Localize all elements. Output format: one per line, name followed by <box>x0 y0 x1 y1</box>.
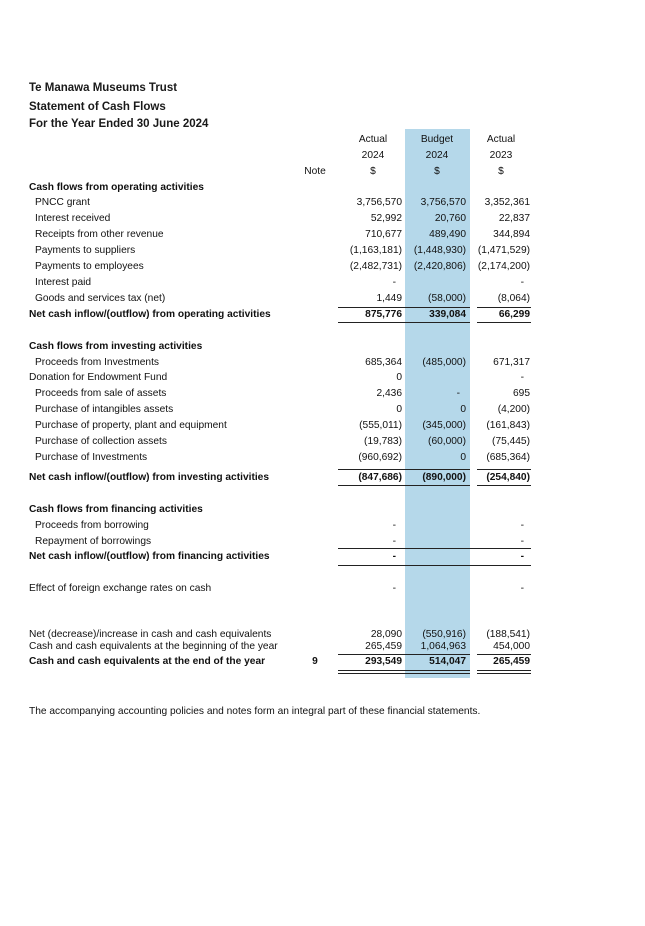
line-item-label: Proceeds from sale of assets <box>35 388 167 399</box>
line-item-label: Net (decrease)/increase in cash and cash equivalents <box>29 629 272 640</box>
actual-2023-value: (2,174,200) <box>477 261 530 272</box>
line-item-label: Payments to employees <box>35 261 144 272</box>
budget-2024-value: (2,420,806) <box>413 261 466 272</box>
actual-2023-value: (254,840) <box>486 472 530 483</box>
line-item-label: Goods and services tax (net) <box>35 293 166 304</box>
line-item-label: Interest received <box>35 213 111 224</box>
line-item-label: Receipts from other revenue <box>35 229 164 240</box>
budget-2024-value: (485,000) <box>422 357 466 368</box>
budget-2024-value: 339,084 <box>429 309 466 320</box>
rule-line <box>338 307 470 308</box>
budget-2024-value: (345,000) <box>422 420 466 431</box>
actual-2023-value: - <box>520 277 524 288</box>
actual-2024-value: 2,436 <box>376 388 402 399</box>
budget-2024-value: (60,000) <box>428 436 466 447</box>
rule-line <box>477 673 531 674</box>
rule-line <box>338 322 470 323</box>
actual-2023-value: (1,471,529) <box>477 245 530 256</box>
line-item-label: Proceeds from Investments <box>35 357 159 368</box>
budget-2024-value: 489,490 <box>429 229 466 240</box>
total-label: Cash and cash equivalents at the end of the year <box>29 656 266 667</box>
budget-2024-header-year: 2024 <box>425 150 449 161</box>
rule-line <box>338 673 470 674</box>
total-label: Net cash inflow/(outflow) from investing activities <box>29 472 269 483</box>
actual-2023-value: (161,843) <box>486 420 530 431</box>
actual-2023-value: 454,000 <box>493 641 530 652</box>
actual-2024-value: 265,459 <box>365 641 402 652</box>
footer-note: The accompanying accounting policies and notes form an integral part of these financial statements. <box>29 706 481 717</box>
budget-2024-value: (550,916) <box>422 629 466 640</box>
actual-2023-header-currency: $ <box>498 166 504 177</box>
line-item-label: Purchase of intangibles assets <box>35 404 174 415</box>
actual-2023-value: (4,200) <box>497 404 530 415</box>
line-item-label: Donation for Endowment Fund <box>29 372 168 383</box>
total-label: Net cash inflow/(outflow) from operating activities <box>29 309 271 320</box>
actual-2024-value: - <box>392 536 396 547</box>
actual-2023-value: - <box>520 536 524 547</box>
line-item-label: Purchase of collection assets <box>35 436 167 447</box>
organisation-name: Te Manawa Museums Trust <box>29 82 178 94</box>
actual-2024-value: - <box>392 583 396 594</box>
budget-2024-value: (1,448,930) <box>413 245 466 256</box>
line-item-label: Interest paid <box>35 277 92 288</box>
actual-2024-value: - <box>392 520 396 531</box>
budget-2024-header-label: Budget <box>420 134 454 145</box>
actual-2023-value: 265,459 <box>493 656 530 667</box>
actual-2024-value: 685,364 <box>365 357 402 368</box>
actual-2023-value: - <box>520 583 524 594</box>
line-item-label: PNCC grant <box>35 197 90 208</box>
budget-2024-value: - <box>456 388 460 399</box>
budget-2024-value: 0 <box>460 404 466 415</box>
actual-2023-header-year: 2023 <box>489 150 513 161</box>
line-item-label: Repayment of borrowings <box>35 536 152 547</box>
actual-2024-value: 710,677 <box>365 229 402 240</box>
actual-2024-value: (847,686) <box>358 472 402 483</box>
budget-2024-value: 514,047 <box>429 656 466 667</box>
line-item-label: Cash and cash equivalents at the beginning of the year <box>29 641 278 652</box>
rule-line <box>338 485 470 486</box>
rule-line <box>338 654 470 655</box>
rule-line <box>338 548 531 549</box>
actual-2023-header-label: Actual <box>486 134 516 145</box>
actual-2023-value: - <box>520 372 524 383</box>
rule-line <box>338 565 531 566</box>
rule-line <box>338 469 470 470</box>
actual-2024-value: 28,090 <box>370 629 402 640</box>
actual-2024-value: (960,692) <box>358 452 402 463</box>
actual-2023-value: - <box>520 520 524 531</box>
actual-2024-header-currency: $ <box>370 166 376 177</box>
actual-2023-value: 22,837 <box>498 213 530 224</box>
actual-2023-value: - <box>520 551 524 562</box>
actual-2024-value: - <box>392 277 396 288</box>
budget-2024-header-currency: $ <box>434 166 440 177</box>
actual-2024-value: (19,783) <box>364 436 402 447</box>
statement-period: For the Year Ended 30 June 2024 <box>29 118 209 130</box>
total-label: Net cash inflow/(outflow) from financing activities <box>29 551 270 562</box>
actual-2024-value: 52,992 <box>370 213 402 224</box>
rule-line <box>338 670 470 671</box>
actual-2024-value: 1,449 <box>376 293 402 304</box>
budget-2024-value: 0 <box>460 452 466 463</box>
actual-2024-value: (1,163,181) <box>349 245 402 256</box>
actual-2023-value: 344,894 <box>493 229 530 240</box>
line-item-label: Purchase of property, plant and equipment <box>35 420 227 431</box>
line-item-label: Effect of foreign exchange rates on cash <box>29 583 212 594</box>
budget-2024-value: 3,756,570 <box>420 197 466 208</box>
actual-2023-value: 695 <box>513 388 530 399</box>
line-item-label: Purchase of Investments <box>35 452 148 463</box>
rule-line <box>477 469 531 470</box>
actual-2024-value: - <box>392 551 396 562</box>
rule-line <box>477 654 531 655</box>
actual-2024-value: (555,011) <box>359 420 402 431</box>
budget-2024-value: 1,064,963 <box>420 641 466 652</box>
actual-2023-value: (188,541) <box>486 629 530 640</box>
rule-line <box>477 670 531 671</box>
actual-2024-value: 875,776 <box>365 309 402 320</box>
actual-2024-header-year: 2024 <box>361 150 385 161</box>
budget-2024-value: 20,760 <box>434 213 466 224</box>
actual-2024-header-label: Actual <box>358 134 388 145</box>
line-item-label: Payments to suppliers <box>35 245 136 256</box>
budget-2024-value: (890,000) <box>422 472 466 483</box>
note-reference: 9 <box>312 656 318 667</box>
actual-2024-value: 0 <box>396 404 402 415</box>
actual-2023-value: (685,364) <box>486 452 530 463</box>
actual-2023-value: 66,299 <box>498 309 530 320</box>
actual-2024-value: 3,756,570 <box>356 197 402 208</box>
section-heading: Cash flows from investing activities <box>29 341 203 352</box>
actual-2024-value: 293,549 <box>365 656 402 667</box>
rule-line <box>477 307 531 308</box>
section-heading: Cash flows from financing activities <box>29 504 203 515</box>
actual-2023-value: 3,352,361 <box>484 197 530 208</box>
note-column-header: Note <box>304 166 326 177</box>
actual-2024-value: (2,482,731) <box>349 261 402 272</box>
actual-2023-value: (75,445) <box>492 436 530 447</box>
rule-line <box>477 485 531 486</box>
actual-2023-value: 671,317 <box>493 357 530 368</box>
line-item-label: Proceeds from borrowing <box>35 520 149 531</box>
section-heading: Cash flows from operating activities <box>29 182 204 193</box>
statement-title: Statement of Cash Flows <box>29 101 166 113</box>
actual-2024-value: 0 <box>396 372 402 383</box>
rule-line <box>477 322 531 323</box>
budget-2024-value: (58,000) <box>428 293 466 304</box>
actual-2023-value: (8,064) <box>497 293 530 304</box>
